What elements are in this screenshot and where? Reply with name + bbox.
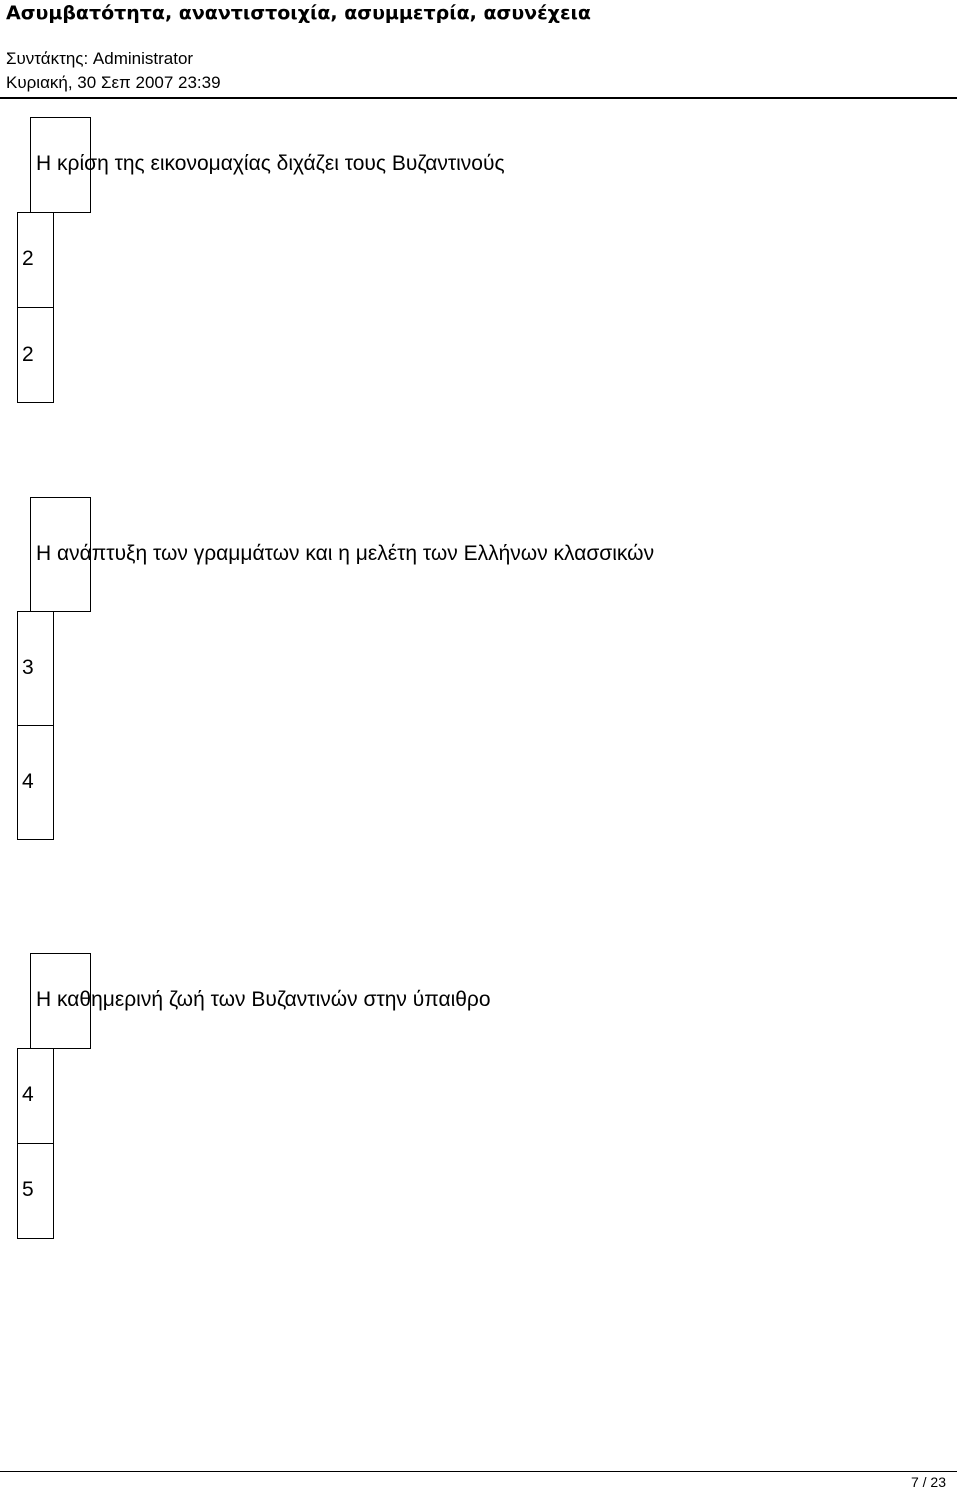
section-1-heading: Η κρίση της εικονομαχίας διχάζει τους Βυζαντινούς	[36, 152, 505, 175]
section-3-number-1: 4	[22, 1083, 34, 1106]
footer-rule	[0, 1471, 957, 1472]
section-3-heading: Η καθημερινή ζωή των Βυζαντινών στην ύπαιθρο	[36, 988, 491, 1011]
section-2-number-2: 4	[22, 770, 34, 793]
section-1-number-1: 2	[22, 247, 34, 270]
section-1-number-2: 2	[22, 343, 34, 366]
section-2-heading: Η ανάπτυξη των γραμμάτων και η μελέτη των Ελλήνων κλασσικών	[36, 542, 655, 565]
page-indicator: 7 / 23	[910, 1474, 946, 1490]
author-line: Συντάκτης: Administrator	[6, 49, 194, 68]
document-title: Ασυμβατότητα, αναντιστοιχία, ασυμμετρία, ασυνέχεια	[6, 2, 591, 24]
section-2-number-1: 3	[22, 656, 34, 679]
header-rule	[0, 97, 957, 99]
date-line: Κυριακή, 30 Σεπ 2007 23:39	[6, 73, 221, 92]
section-3-number-2: 5	[22, 1178, 34, 1201]
